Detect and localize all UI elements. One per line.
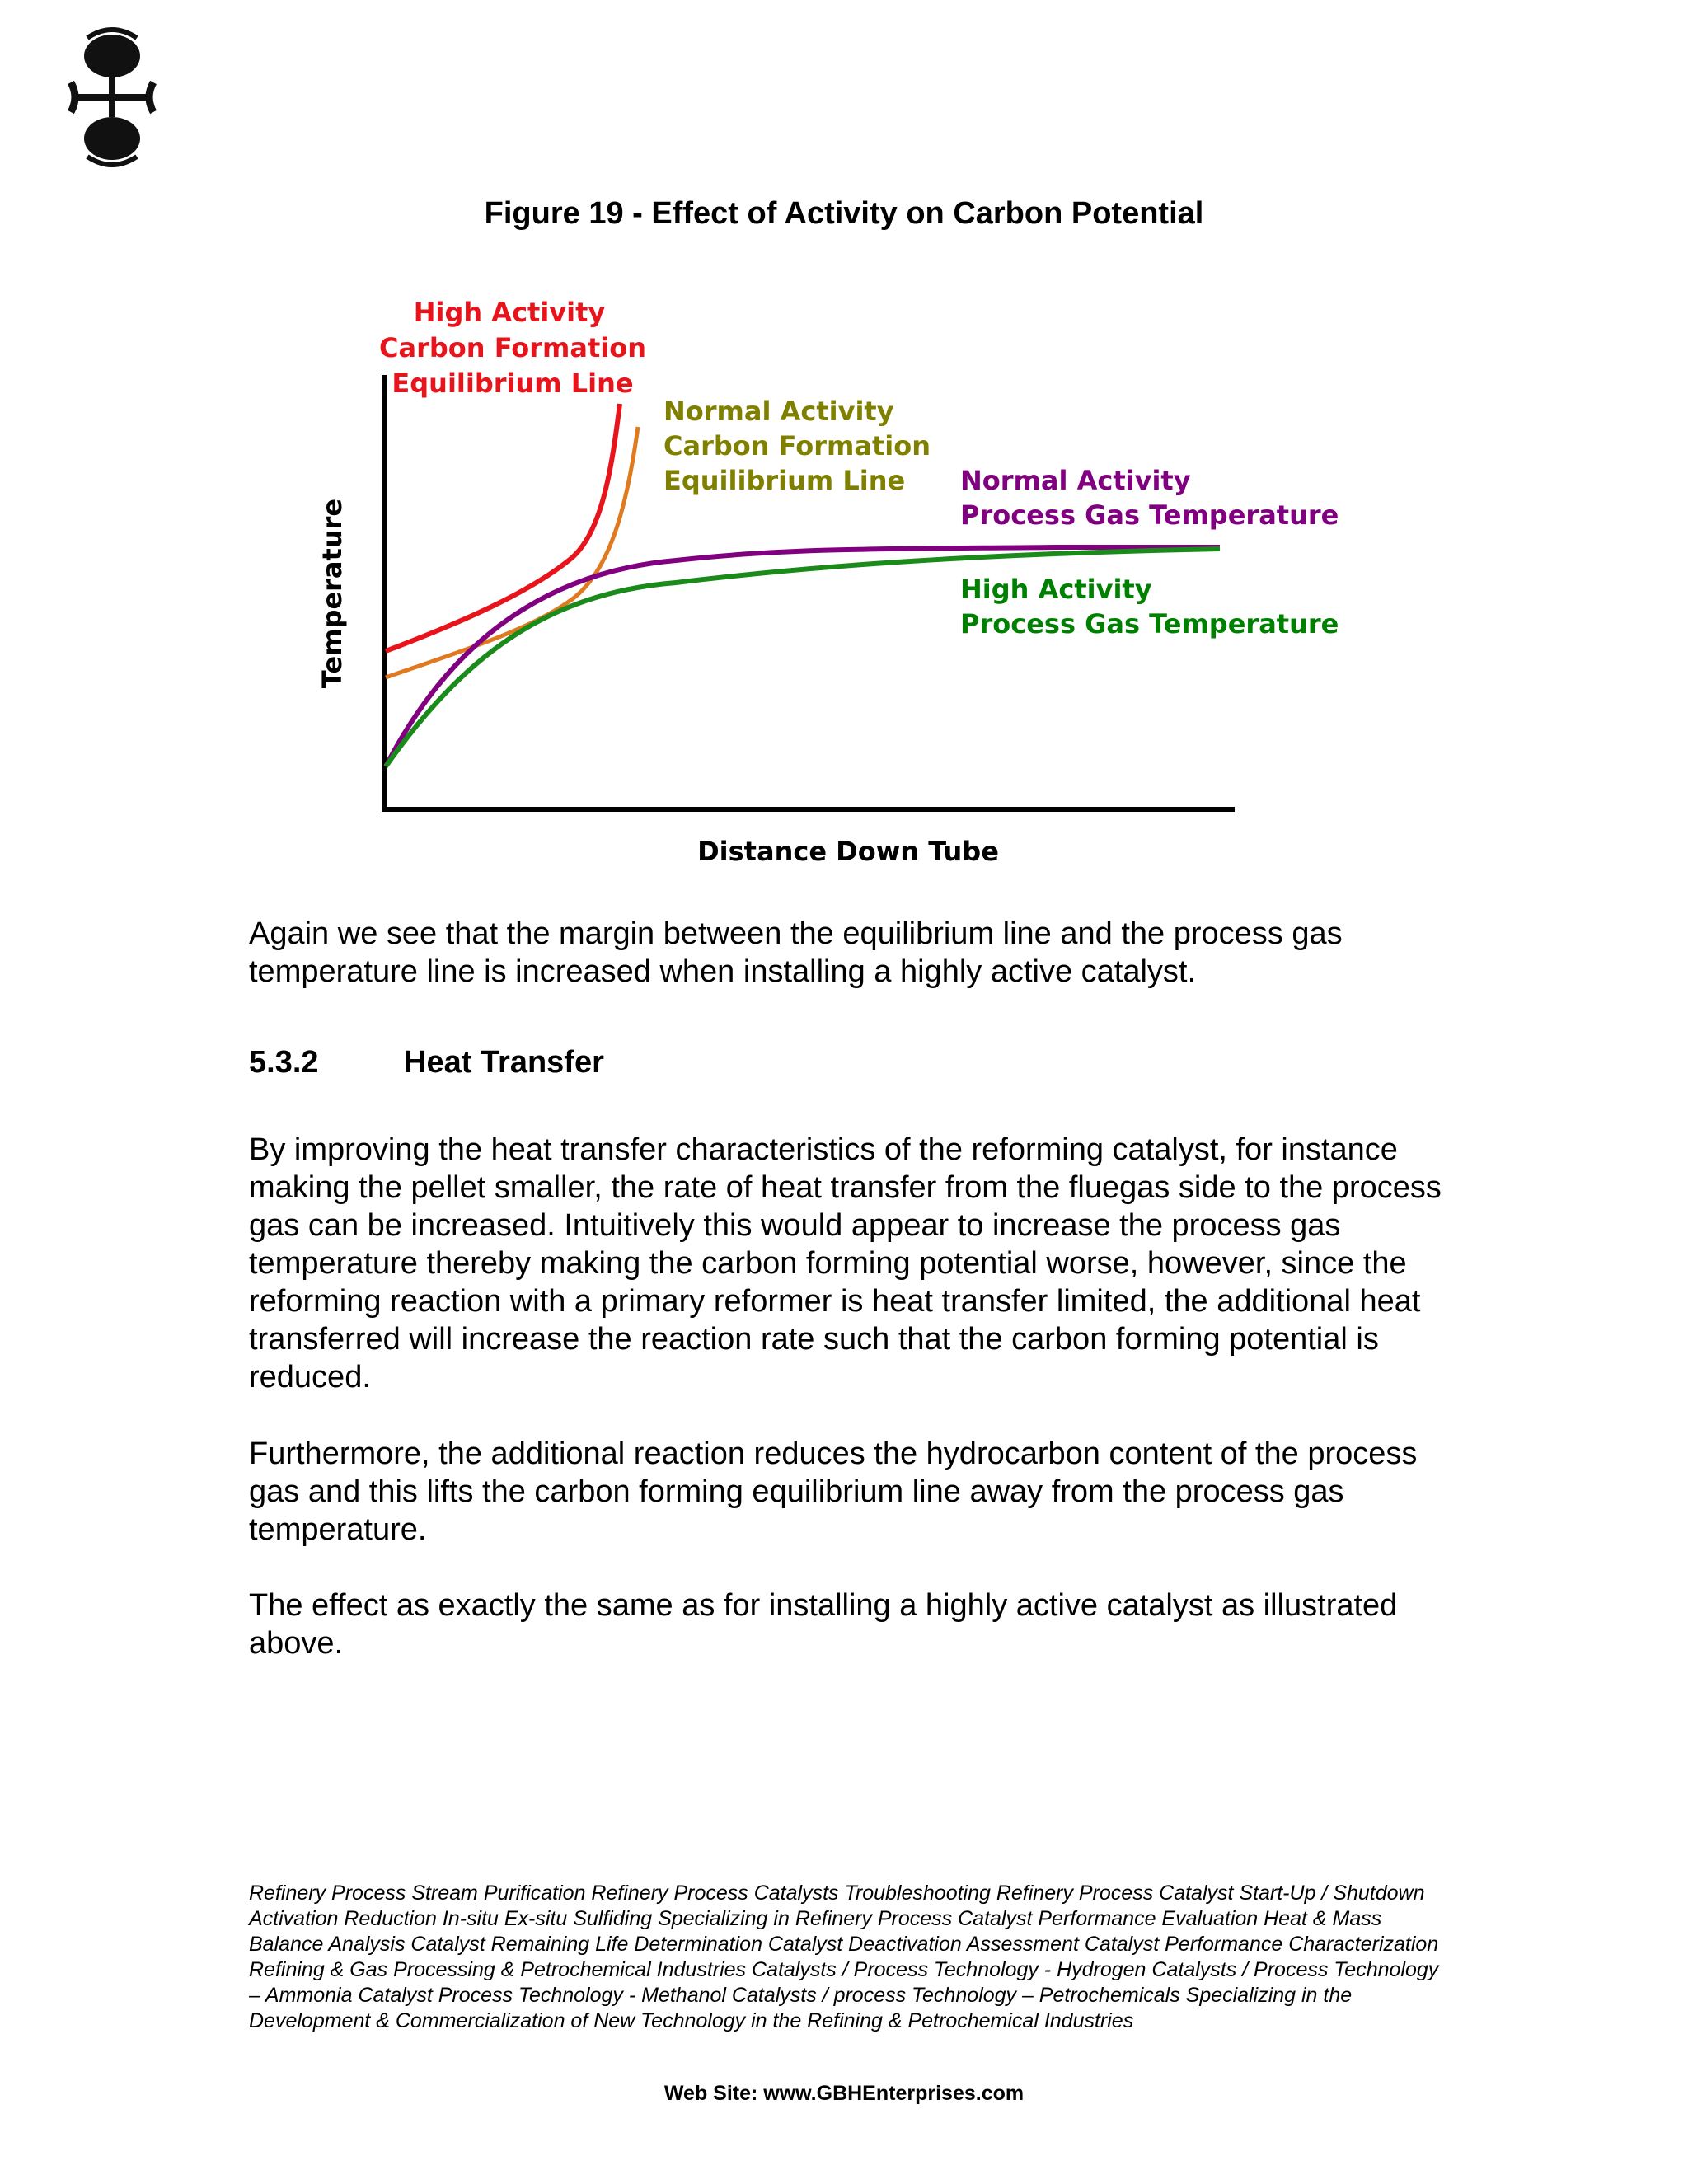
paragraph: The effect as exactly the same as for installing a highly active catalyst as illustrated above. [249, 1588, 1398, 1661]
paragraph: Furthermore, the additional reaction reduces the hydrocarbon content of the process gas and this lifts the carbon forming equilibrium line away from the process gas temperature. [249, 1436, 1418, 1547]
label-line: Carbon Formation [379, 332, 646, 363]
footer-website: Web Site: www.GBHEnterprises.com [663, 2082, 1025, 2105]
series-line-high-activity-equilibrium [386, 404, 620, 651]
label-line: High Activity [960, 574, 1152, 605]
label-line: Process Gas Temperature [960, 499, 1339, 531]
label-line: Process Gas Temperature [960, 608, 1339, 640]
section-title: Heat Transfer [404, 1045, 604, 1080]
label-high-activity-equilibrium [379, 297, 646, 399]
carbon-potential-chart [0, 0, 1688, 890]
label-line: Carbon Formation [663, 430, 931, 462]
footer-services-text: Refinery Process Stream Purification Refinery Process Catalysts Troubleshooting Refinery Process Catalyst Start-Up / Shutdown Activation Reduction In-situ Ex-situ Sulfiding Specializing in Refinery Process Catalyst Performance Evaluation Heat & Mass Balance Analysis Catalyst Remaining Life Determination Catalyst Deactivation Assessment Catalyst Performance Characterization Refining & Gas Processing & Petrochemical Industries Catalysts / Process Technology - Hydrogen Catalysts / Process Technology – Ammonia Catalyst Process Technology - Methanol Catalysts / process Technology – Petrochemicals Specializing in the Development & Commercialization of New Technology in the Refining & Petrochemical Industries [249, 1882, 1439, 2032]
label-line: Equilibrium Line [663, 465, 906, 496]
y-axis-label: Temperature [316, 498, 348, 689]
label-normal-activity-process-gas [960, 465, 1339, 531]
label-line: High Activity [413, 297, 606, 328]
figure-title: Figure 19 - Effect of Activity on Carbon Potential [484, 196, 1204, 231]
section-number: 5.3.2 [249, 1045, 319, 1080]
label-line: Normal Activity [960, 465, 1191, 496]
label-line: Normal Activity [663, 396, 894, 427]
paragraph: Again we see that the margin between the equilibrium line and the process gas temperature line is increased when installing a highly active catalyst. [249, 916, 1343, 989]
paragraph: By improving the heat transfer characteristics of the reforming catalyst, for instance making the pellet smaller, the rate of heat transfer from the fluegas side to the process gas can be increased. Intuitively this would appear to increase the process gas temperature thereby making the carbon forming potential worse, however, since the reforming reaction with a primary reformer is heat transfer limited, the additional heat transferred will increase the reaction rate such that the carbon forming potential is reduced. [249, 1132, 1442, 1394]
x-axis-label: Distance Down Tube [697, 836, 999, 867]
label-line: Equilibrium Line [392, 368, 634, 399]
label-normal-activity-equilibrium [663, 396, 931, 496]
label-high-activity-process-gas [960, 574, 1339, 640]
